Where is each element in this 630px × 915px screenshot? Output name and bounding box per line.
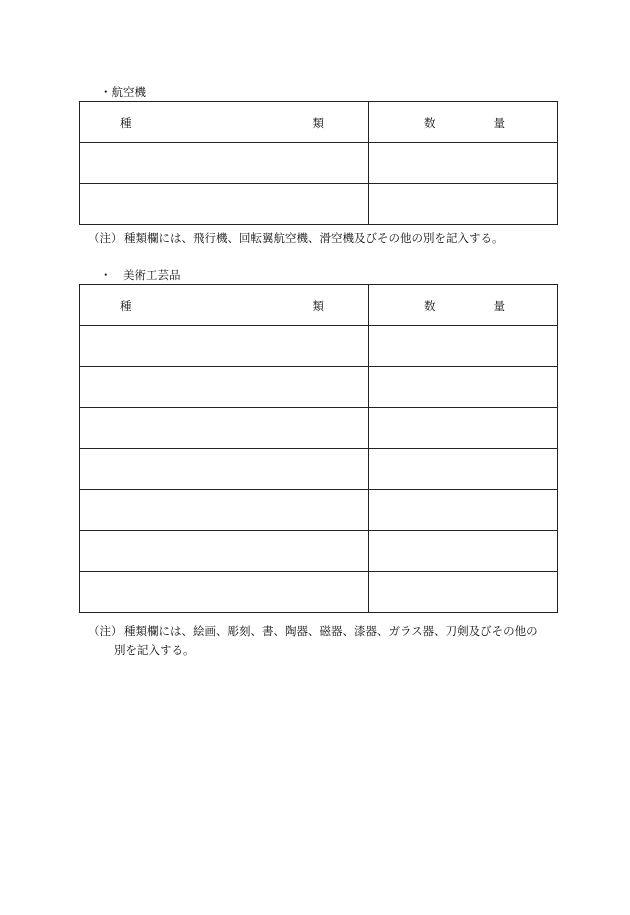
quantity-cell[interactable]: [369, 449, 558, 490]
table-row: [80, 449, 558, 490]
quantity-cell[interactable]: [369, 143, 558, 184]
note-text-continued: 別を記入する。: [114, 643, 195, 657]
table-row: [80, 490, 558, 531]
kind-cell[interactable]: [80, 143, 369, 184]
fine-arts-note: [88, 622, 568, 660]
fine-arts-table: [79, 284, 558, 613]
kind-cell[interactable]: [80, 184, 369, 225]
table-row: [80, 184, 558, 225]
table-row: [80, 572, 558, 613]
quantity-cell[interactable]: [369, 490, 558, 531]
table-row: [80, 326, 558, 367]
kind-cell[interactable]: [80, 490, 369, 531]
quantity-cell[interactable]: [369, 367, 558, 408]
kind-cell[interactable]: [80, 531, 369, 572]
note-label: （注）: [88, 624, 123, 638]
kind-header-cell: [80, 102, 369, 143]
kind-cell[interactable]: [80, 449, 369, 490]
aircraft-note: [88, 229, 568, 248]
note-label: （注）: [88, 231, 123, 245]
quantity-cell[interactable]: [369, 326, 558, 367]
table-header-row: [80, 102, 558, 143]
kind-cell[interactable]: [80, 572, 369, 613]
quantity-header-char-2: 量: [493, 299, 505, 313]
section-heading-aircraft: ・航空機: [100, 85, 146, 99]
table-row: [80, 143, 558, 184]
table-row: [80, 408, 558, 449]
kind-cell[interactable]: [80, 367, 369, 408]
section-heading-fine-arts: ・ 美術工芸品: [100, 268, 181, 282]
kind-header-char-2: 類: [312, 299, 324, 313]
kind-header-cell: [80, 285, 369, 326]
quantity-header-char-1: 数: [424, 299, 436, 313]
kind-header-char-2: 類: [312, 116, 324, 130]
table-row: [80, 367, 558, 408]
kind-header-char-1: 種: [120, 299, 132, 313]
note-text: 種類欄には、絵画、彫刻、書、陶器、磁器、漆器、ガラス器、刀剣及びその他の: [124, 624, 538, 638]
quantity-header-char-1: 数: [424, 116, 436, 130]
kind-cell[interactable]: [80, 326, 369, 367]
quantity-cell[interactable]: [369, 531, 558, 572]
table-header-row: [80, 285, 558, 326]
kind-cell[interactable]: [80, 408, 369, 449]
quantity-cell[interactable]: [369, 184, 558, 225]
kind-header-char-1: 種: [120, 116, 132, 130]
quantity-header-char-2: 量: [493, 116, 505, 130]
quantity-header-cell: [369, 102, 558, 143]
quantity-cell[interactable]: [369, 572, 558, 613]
note-text: 種類欄には、飛行機、回転翼航空機、滑空機及びその他の別を記入する。: [124, 231, 504, 245]
quantity-cell[interactable]: [369, 408, 558, 449]
table-row: [80, 531, 558, 572]
quantity-header-cell: [369, 285, 558, 326]
aircraft-table: [79, 101, 558, 225]
